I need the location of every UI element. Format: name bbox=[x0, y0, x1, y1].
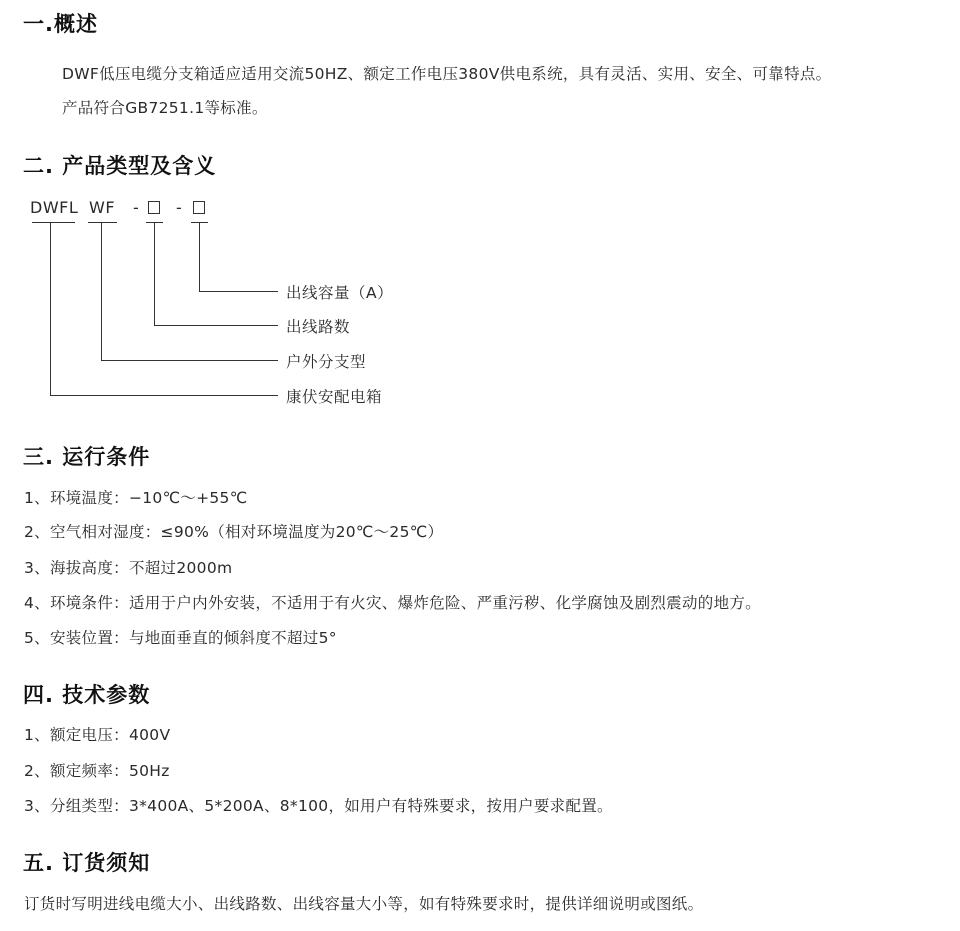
model-label-capacity: 出线容量（A） bbox=[286, 284, 394, 302]
model-label-routes: 出线路数 bbox=[286, 318, 351, 336]
condition-item: 3、海拔高度：不超过2000m bbox=[24, 559, 233, 577]
model-label-series: 康伏安配电箱 bbox=[286, 388, 383, 406]
overview-line: DWF低压电缆分支箱适应适用交流50HZ、额定工作电压380V供电系统，具有灵活、实用、安全、可靠特点。 bbox=[62, 65, 832, 83]
section-title-overview: 一.概述 bbox=[23, 12, 98, 36]
model-code-series: DWFL bbox=[30, 198, 79, 217]
section-title-model: 二. 产品类型及含义 bbox=[23, 154, 217, 178]
model-code-dash: - bbox=[176, 198, 182, 217]
model-code-dash: - bbox=[133, 198, 139, 217]
condition-item: 4、环境条件：适用于户内外安装，不适用于有火灾、爆炸危险、严重污秽、化学腐蚀及剧烈震动的地方。 bbox=[24, 594, 761, 612]
section-title-ordering: 五. 订货须知 bbox=[23, 851, 151, 875]
spec-item: 2、额定频率：50Hz bbox=[24, 762, 170, 780]
spec-item: 1、额定电压：400V bbox=[24, 726, 171, 744]
model-code-type: WF bbox=[89, 198, 116, 217]
section-title-specs: 四. 技术参数 bbox=[23, 683, 151, 707]
overview-line: 产品符合GB7251.1等标准。 bbox=[62, 99, 268, 117]
ordering-text: 订货时写明进线电缆大小、出线路数、出线容量大小等，如有特殊要求时，提供详细说明或图纸。 bbox=[24, 895, 704, 913]
model-label-type: 户外分支型 bbox=[286, 353, 367, 371]
condition-item: 2、空气相对湿度：≤90%（相对环境温度为20℃～25℃） bbox=[24, 523, 444, 541]
spec-item: 3、分组类型：3*400A、5*200A、8*100，如用户有特殊要求，按用户要求配置。 bbox=[24, 797, 613, 815]
section-title-conditions: 三. 运行条件 bbox=[23, 445, 151, 469]
condition-item: 1、环境温度：−10℃～+55℃ bbox=[24, 489, 248, 507]
condition-item: 5、安装位置：与地面垂直的倾斜度不超过5° bbox=[24, 629, 337, 647]
